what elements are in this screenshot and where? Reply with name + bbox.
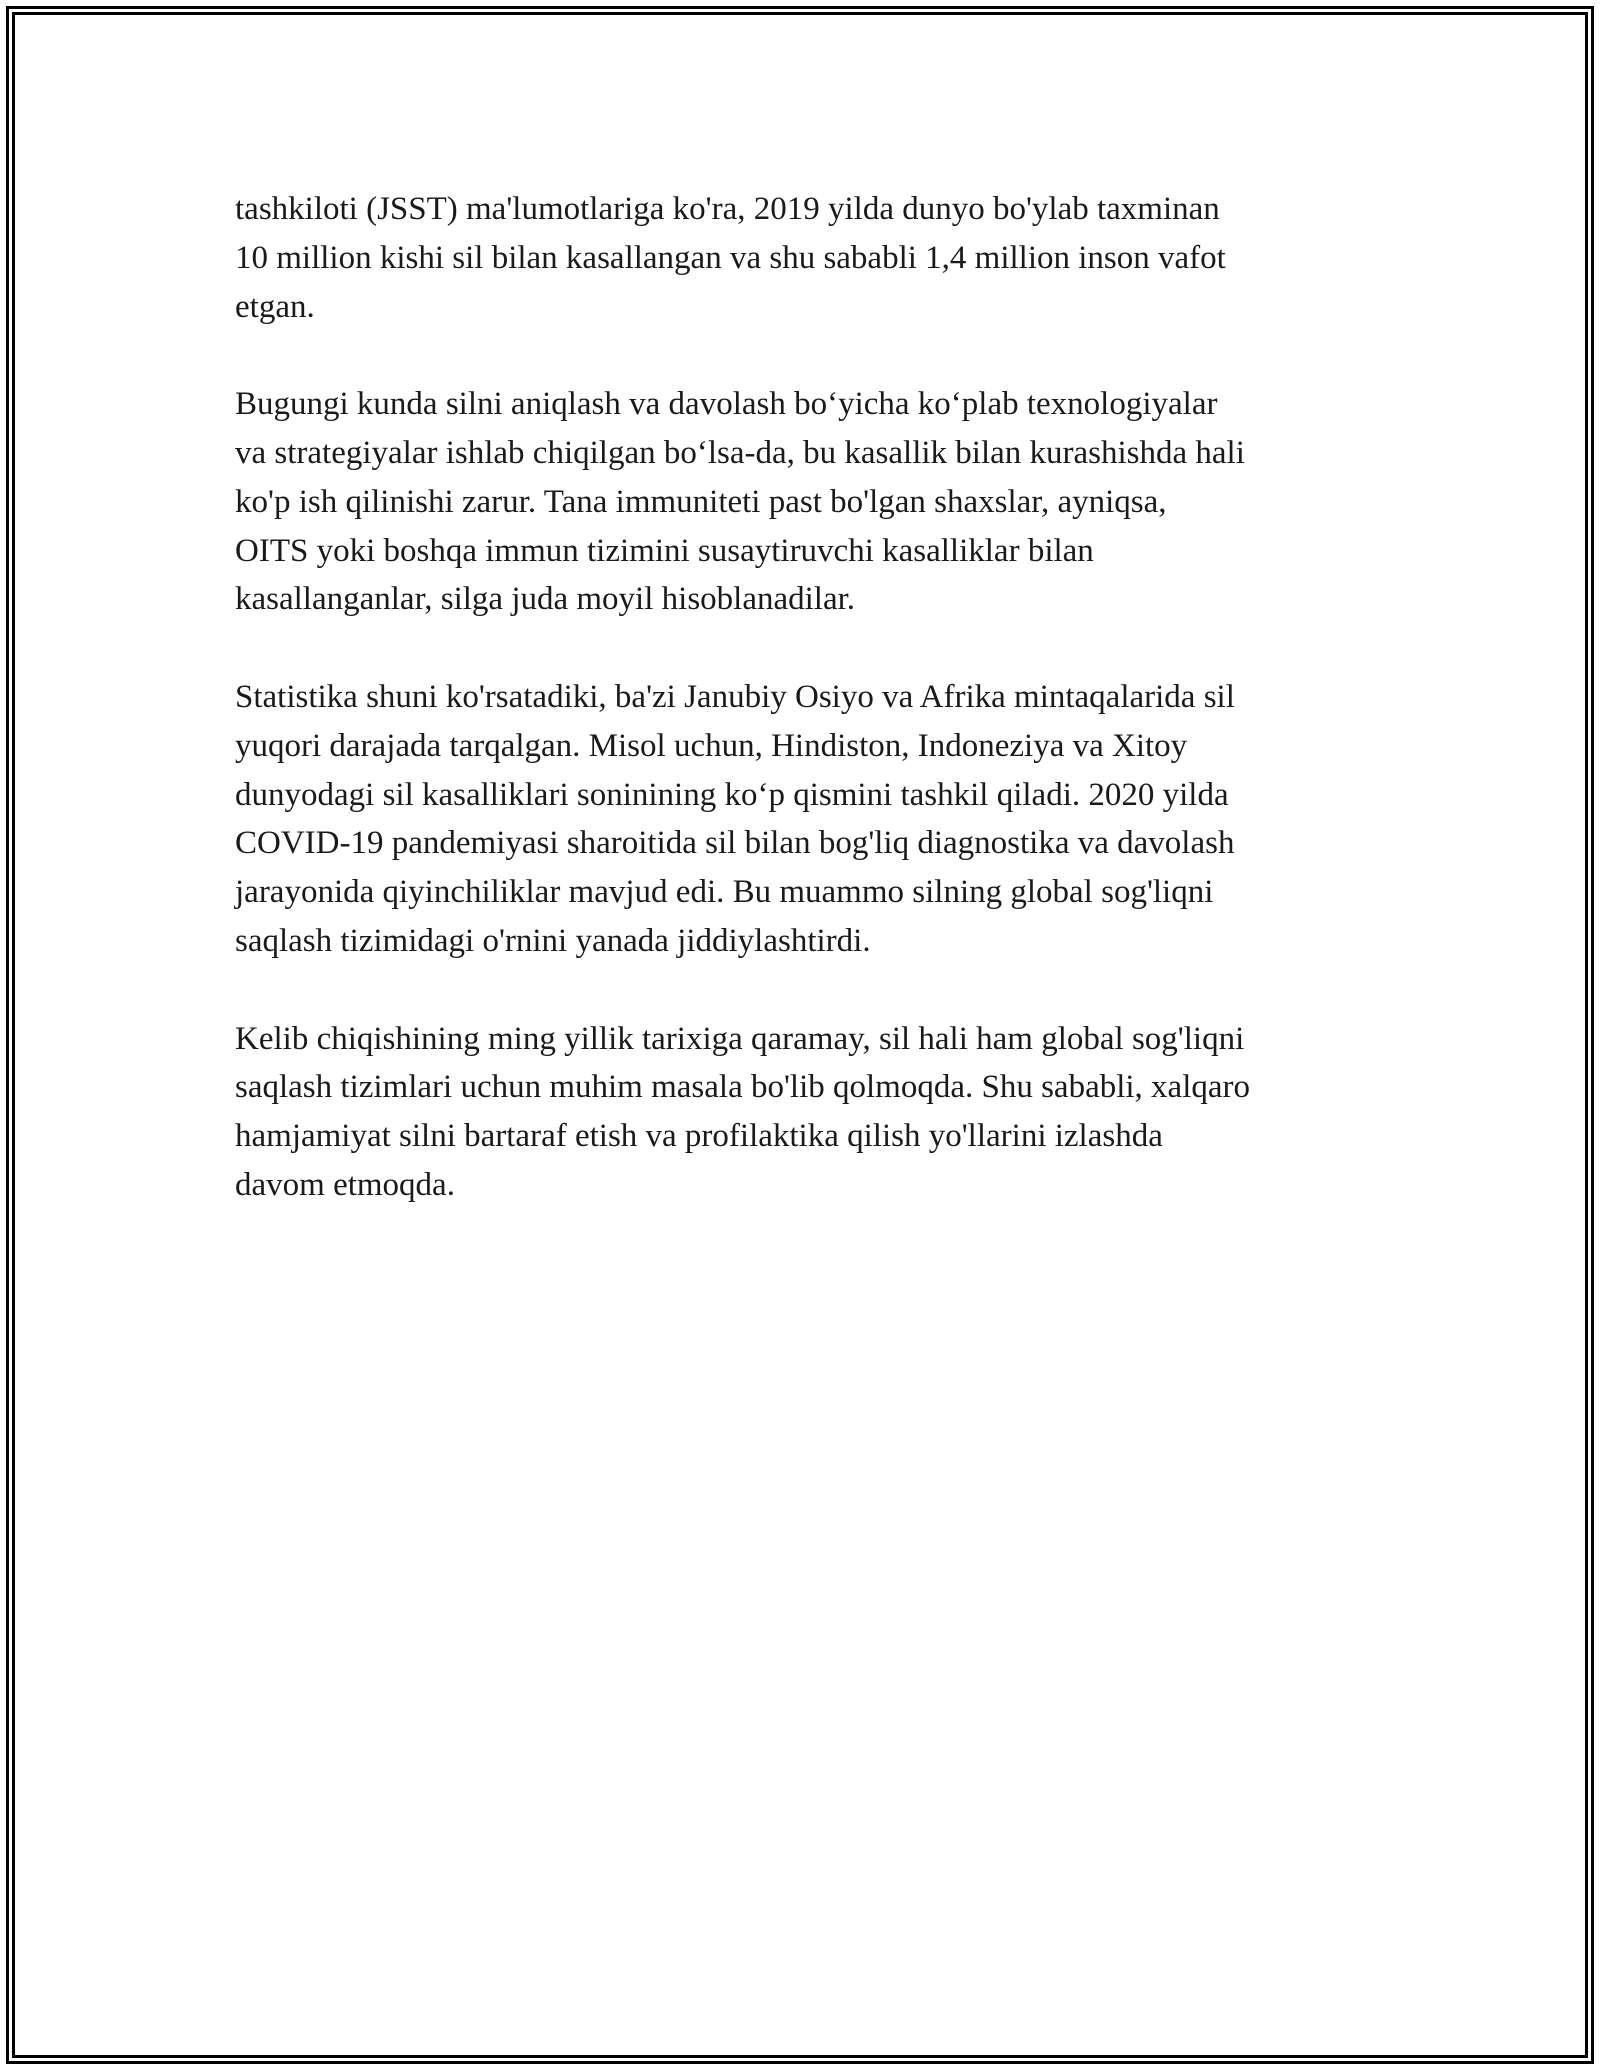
paragraph-1: tashkiloti (JSST) ma'lumotlariga ko'ra, 2019 yilda dunyo bo'ylab taxminan 10 million kishi sil bilan kasallangan va shu sababli 1,4 million inson vafot etgan. <box>235 191 1226 325</box>
paragraph-2: Bugungi kunda silni aniqlash va davolash bo‘yicha ko‘plab texnologiyalar va strategiyalar ishlab chiqilgan bo‘lsa-da, bu kasallik bilan kurashishda hali ko'p ish qilinishi zarur. Tana immuniteti past bo'lgan shaxslar, ayniqsa, OITS yoki boshqa immun tizimini susaytiruvchi kasalliklar bilan kasallanganlar, silga juda moyil hisoblanadilar. <box>235 386 1245 618</box>
paragraph-4: Kelib chiqishining ming yillik tarixiga qaramay, sil hali ham global sog'liqni saqlash tizimlari uchun muhim masala bo'lib qolmoqda. Shu sababli, xalqaro hamjamiyat silni bartaraf etish va profilaktika qilish yo'llarini izlashda davom etmoqda. <box>235 1020 1251 1203</box>
document-body <box>235 185 1375 1259</box>
paragraph-3: Statistika shuni ko'rsatadiki, ba'zi Janubiy Osiyo va Afrika mintaqalarida sil yuqori darajada tarqalgan. Misol uchun, Hindiston, Indoneziya va Xitoy dunyodagi sil kasalliklari soninining ko‘p qismini tashkil qiladi. 2020 yilda COVID-19 pandemiyasi sharoitida sil bilan bog'liq diagnostika va davolash jarayonida qiyinchiliklar mavjud edi. Bu muammo silning global sog'liqni saqlash tizimidagi o'rnini yanada jiddiylashtirdi. <box>235 678 1235 959</box>
